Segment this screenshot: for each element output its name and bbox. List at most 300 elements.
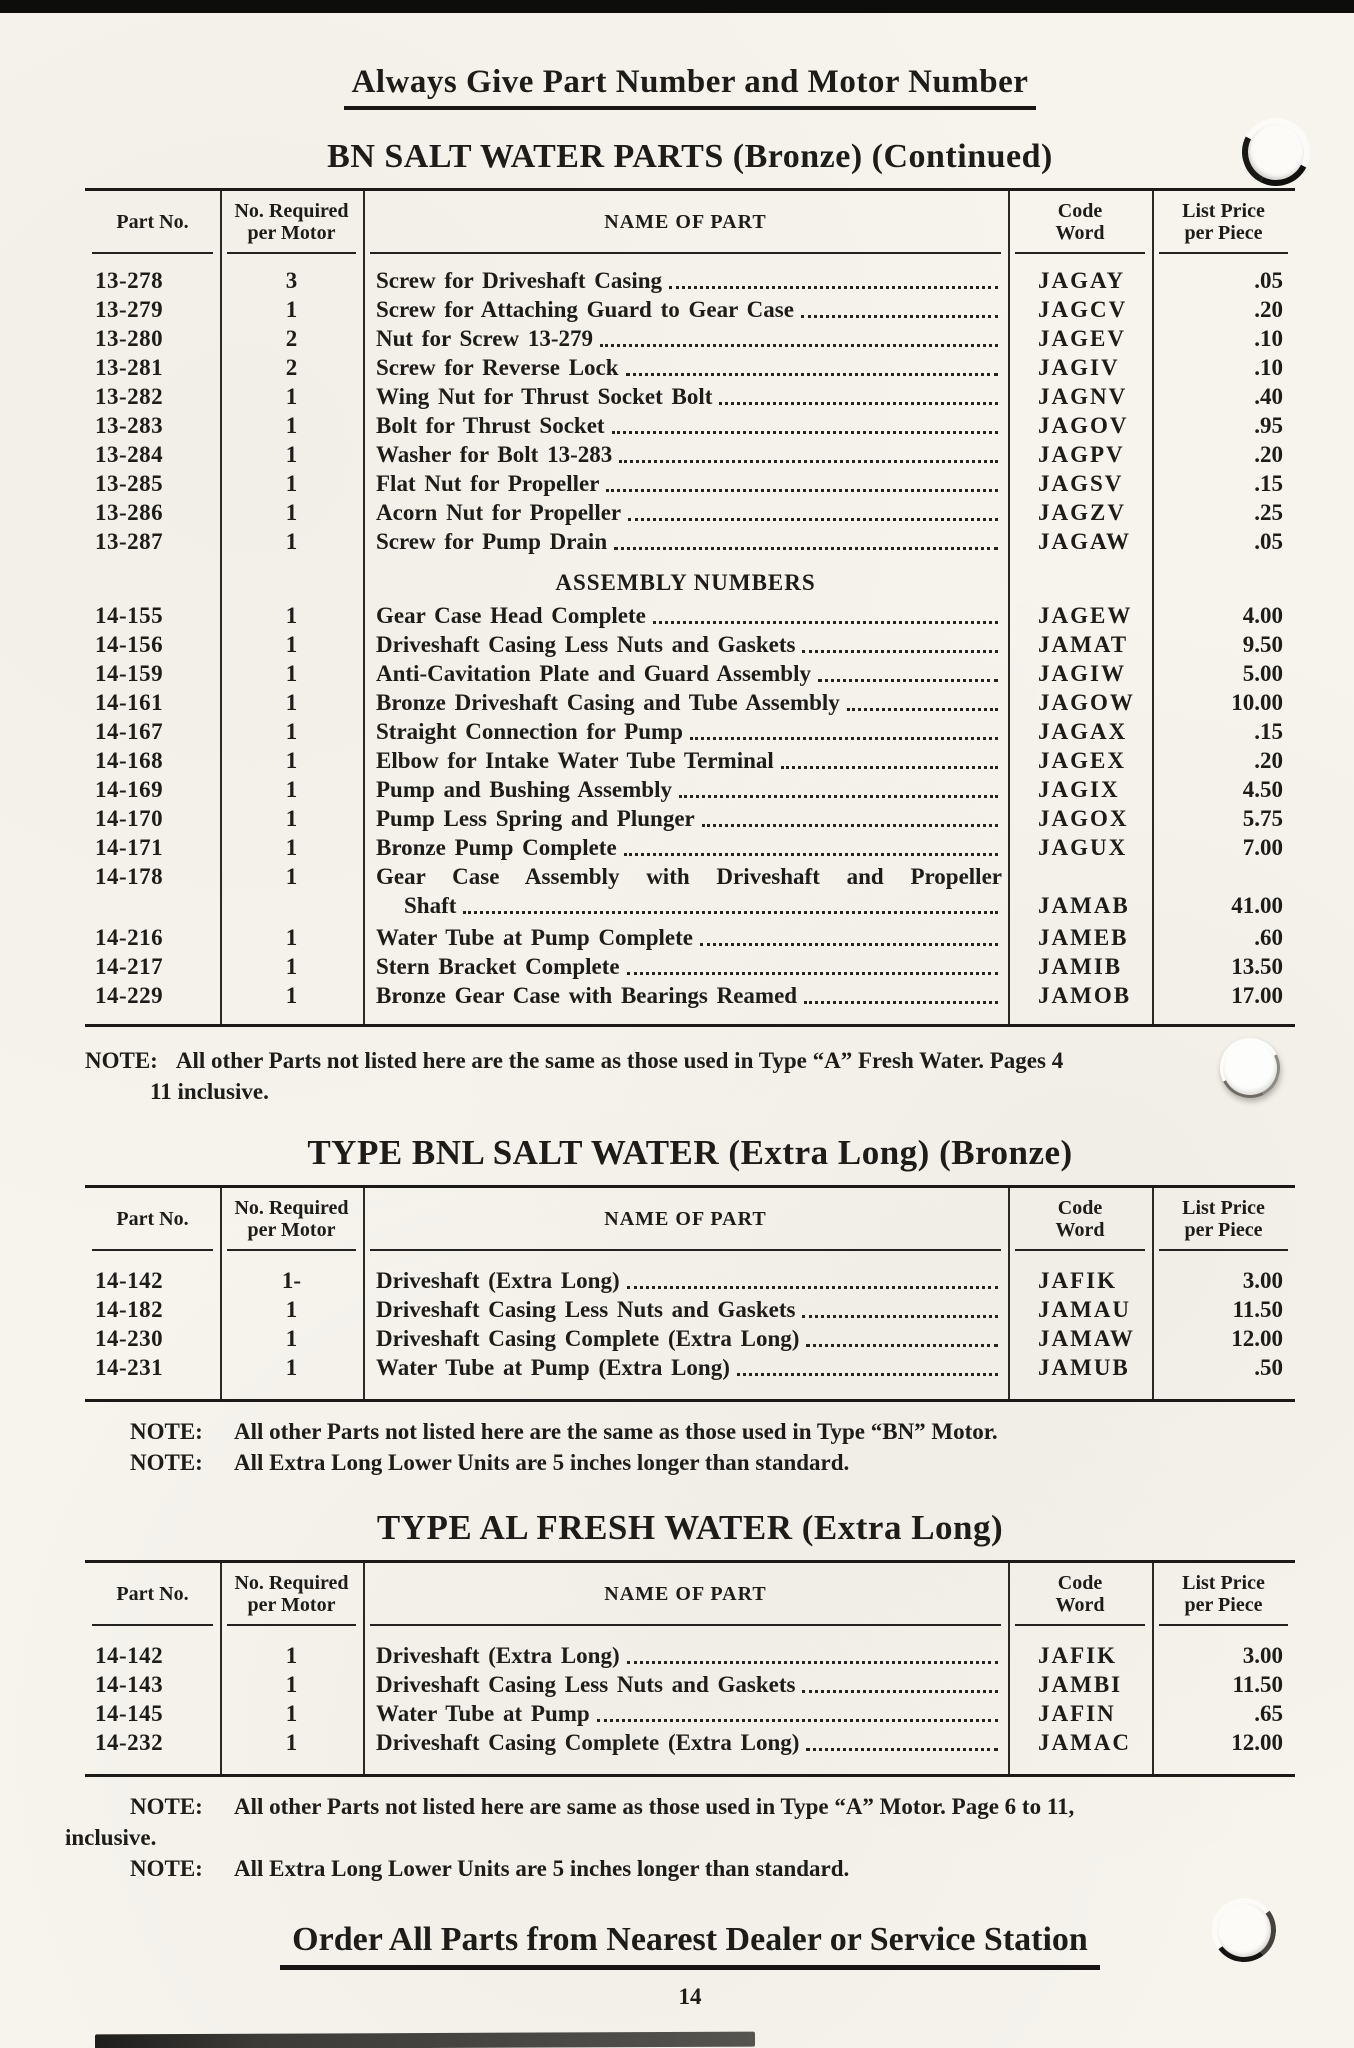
col-header-label: per Piece bbox=[1184, 1219, 1263, 1241]
qty-required: 1 bbox=[285, 413, 298, 438]
code-word: JAGOX bbox=[1038, 806, 1129, 831]
part-name: Water Tube at Pump bbox=[376, 1701, 590, 1726]
qty-required: 1 bbox=[285, 806, 298, 831]
dotted-leader bbox=[802, 1315, 998, 1318]
note-line bbox=[85, 1447, 1295, 1478]
col-header-label: NAME OF PART bbox=[604, 211, 767, 233]
dotted-leader bbox=[614, 547, 998, 550]
parts-table-bn bbox=[85, 188, 1295, 1027]
part-name: Pump and Bushing Assembly bbox=[376, 777, 672, 802]
part-number: 14-161 bbox=[95, 690, 164, 715]
note-label: NOTE: bbox=[130, 1856, 203, 1881]
assembly-numbers-heading: ASSEMBLY NUMBERS bbox=[555, 570, 816, 595]
list-price: .20 bbox=[1254, 297, 1283, 322]
dotted-leader bbox=[606, 489, 998, 492]
list-price: 12.00 bbox=[1231, 1326, 1283, 1351]
part-number: 13-287 bbox=[95, 529, 164, 554]
parts-table-bnl bbox=[85, 1185, 1295, 1402]
dotted-leader bbox=[702, 824, 998, 827]
code-word: JAMAT bbox=[1038, 632, 1129, 657]
note-bn bbox=[85, 1045, 1295, 1107]
part-name: Wing Nut for Thrust Socket Bolt bbox=[376, 384, 713, 409]
col-header-label: Part No. bbox=[116, 211, 189, 233]
qty-required: 1 bbox=[285, 777, 298, 802]
list-price: .10 bbox=[1254, 355, 1283, 380]
table-row bbox=[85, 1728, 1295, 1757]
list-price: .95 bbox=[1254, 413, 1283, 438]
code-word: JAFIK bbox=[1038, 1643, 1117, 1668]
code-word: JAMEB bbox=[1038, 925, 1129, 950]
note-line bbox=[85, 1791, 1295, 1822]
qty-required: 1 bbox=[285, 632, 298, 657]
note-text: All Extra Long Lower Units are 5 inches longer than standard. bbox=[234, 1450, 850, 1475]
part-number: 13-284 bbox=[95, 442, 164, 467]
list-price: .10 bbox=[1254, 326, 1283, 351]
dotted-leader bbox=[627, 1286, 998, 1289]
column-rule bbox=[220, 191, 222, 1024]
qty-required: 3 bbox=[285, 268, 298, 293]
part-name: Driveshaft Casing Less Nuts and Gaskets bbox=[376, 1297, 796, 1322]
footer-row bbox=[85, 1921, 1295, 1970]
code-word: JAMAB bbox=[1038, 893, 1130, 918]
col-header-part-no bbox=[85, 1563, 220, 1626]
table-row bbox=[85, 411, 1295, 440]
col-header-required bbox=[220, 191, 363, 254]
dotted-leader bbox=[804, 1001, 998, 1004]
part-name: Screw for Reverse Lock bbox=[376, 355, 619, 380]
note-text: All Extra Long Lower Units are 5 inches longer than standard. bbox=[234, 1856, 850, 1881]
list-price: 17.00 bbox=[1231, 983, 1283, 1008]
footer-slogan: Order All Parts from Nearest Dealer or Service Station bbox=[280, 1921, 1100, 1970]
list-price: .15 bbox=[1254, 719, 1283, 744]
col-header-label: List Price bbox=[1182, 1197, 1265, 1219]
table-row bbox=[85, 1353, 1295, 1382]
code-word: JAGSV bbox=[1038, 471, 1124, 496]
table-row bbox=[85, 498, 1295, 527]
dotted-leader bbox=[597, 1719, 998, 1722]
part-name: Straight Connection for Pump bbox=[376, 719, 683, 744]
qty-required: 1 bbox=[285, 1701, 298, 1726]
note-label: NOTE: bbox=[130, 1794, 203, 1819]
dotted-leader bbox=[626, 373, 998, 376]
code-word: JAGOV bbox=[1038, 413, 1129, 438]
scan-edge-bottom bbox=[95, 2032, 755, 2048]
table-row bbox=[85, 862, 1295, 891]
col-header-price bbox=[1152, 191, 1295, 254]
part-number: 14-229 bbox=[95, 983, 164, 1008]
col-header-part-no bbox=[85, 1188, 220, 1251]
code-word: JAGZV bbox=[1038, 500, 1126, 525]
part-name: Bronze Pump Complete bbox=[376, 835, 617, 860]
list-price: .20 bbox=[1254, 748, 1283, 773]
dotted-leader bbox=[818, 679, 998, 682]
qty-required: 1 bbox=[285, 925, 298, 950]
col-header-label: per Motor bbox=[247, 1594, 336, 1616]
part-number: 14-230 bbox=[95, 1326, 164, 1351]
dotted-leader bbox=[802, 650, 998, 653]
code-word: JAGIX bbox=[1038, 777, 1120, 802]
list-price: 7.00 bbox=[1242, 835, 1283, 860]
col-header-label: Part No. bbox=[116, 1583, 189, 1605]
part-name: Driveshaft Casing Less Nuts and Gaskets bbox=[376, 1672, 796, 1697]
col-header-price bbox=[1152, 1188, 1295, 1251]
part-name: Flat Nut for Propeller bbox=[376, 471, 600, 496]
dotted-leader bbox=[628, 518, 998, 521]
col-header-label: per Motor bbox=[247, 222, 336, 244]
table-row bbox=[85, 775, 1295, 804]
part-name: Screw for Pump Drain bbox=[376, 529, 608, 554]
code-word: JAGIW bbox=[1038, 661, 1126, 686]
col-header-label: Word bbox=[1055, 1594, 1105, 1616]
part-name: Driveshaft (Extra Long) bbox=[376, 1643, 620, 1668]
list-price: 13.50 bbox=[1231, 954, 1283, 979]
list-price: 11.50 bbox=[1232, 1297, 1283, 1322]
note-line bbox=[85, 1853, 1295, 1884]
list-price: 5.00 bbox=[1242, 661, 1283, 686]
qty-required: 1- bbox=[281, 1268, 302, 1293]
footer bbox=[85, 1921, 1295, 2048]
table-rows bbox=[85, 1251, 1295, 1399]
list-price: 12.00 bbox=[1231, 1730, 1283, 1755]
qty-required: 1 bbox=[285, 835, 298, 860]
col-header-label: List Price bbox=[1182, 200, 1265, 222]
table-row bbox=[85, 981, 1295, 1010]
code-word: JAGEX bbox=[1038, 748, 1126, 773]
table-header-row bbox=[85, 1563, 1295, 1626]
part-number: 14-182 bbox=[95, 1297, 164, 1322]
code-word: JAGNV bbox=[1038, 384, 1128, 409]
col-header-required bbox=[220, 1563, 363, 1626]
part-number: 14-143 bbox=[95, 1672, 164, 1697]
part-name: Driveshaft Casing Complete (Extra Long) bbox=[376, 1730, 800, 1755]
list-price: 11.50 bbox=[1232, 1672, 1283, 1697]
qty-required: 1 bbox=[285, 954, 298, 979]
col-header-label: Word bbox=[1055, 1219, 1105, 1241]
col-header-label: List Price bbox=[1182, 1572, 1265, 1594]
part-number: 14-167 bbox=[95, 719, 164, 744]
table-row bbox=[85, 1295, 1295, 1324]
col-header-name bbox=[363, 1188, 1008, 1251]
table-row bbox=[85, 923, 1295, 952]
qty-required: 1 bbox=[285, 500, 298, 525]
part-name: Bronze Driveshaft Casing and Tube Assembly bbox=[376, 690, 840, 715]
part-number: 13-280 bbox=[95, 326, 164, 351]
section-title-bnl: TYPE BNL SALT WATER (Extra Long) (Bronze) bbox=[307, 1133, 1073, 1172]
notes-al bbox=[65, 1791, 1295, 1884]
col-header-label: per Piece bbox=[1184, 1594, 1263, 1616]
note-text: All other Parts not listed here are same as those used in Type “A” Motor. Page 6 to 11, bbox=[234, 1794, 1075, 1819]
qty-required: 1 bbox=[285, 297, 298, 322]
dotted-leader bbox=[669, 286, 998, 289]
list-price: 3.00 bbox=[1242, 1268, 1283, 1293]
col-header-code bbox=[1008, 191, 1152, 254]
table-row bbox=[85, 1699, 1295, 1728]
col-header-label: per Piece bbox=[1184, 222, 1263, 244]
list-price: 3.00 bbox=[1242, 1643, 1283, 1668]
list-price: .25 bbox=[1254, 500, 1283, 525]
column-rule bbox=[363, 191, 365, 1024]
part-name: Pump Less Spring and Plunger bbox=[376, 806, 695, 831]
code-word: JAMAC bbox=[1038, 1730, 1132, 1755]
col-header-name bbox=[363, 1563, 1008, 1626]
table-row bbox=[85, 1670, 1295, 1699]
part-name: Acorn Nut for Propeller bbox=[376, 500, 622, 525]
list-price: .05 bbox=[1254, 268, 1283, 293]
table-row bbox=[85, 952, 1295, 981]
qty-required: 1 bbox=[285, 1326, 298, 1351]
list-price: .65 bbox=[1254, 1701, 1283, 1726]
list-price: .20 bbox=[1254, 442, 1283, 467]
table-row bbox=[85, 688, 1295, 717]
dotted-leader bbox=[719, 402, 998, 405]
list-price: .50 bbox=[1254, 1355, 1283, 1380]
qty-required: 1 bbox=[285, 719, 298, 744]
code-word: JAGAX bbox=[1038, 719, 1128, 744]
part-name: Washer for Bolt 13-283 bbox=[376, 442, 613, 467]
part-number: 14-170 bbox=[95, 806, 164, 831]
dotted-leader bbox=[806, 1344, 998, 1347]
part-number: 14-231 bbox=[95, 1355, 164, 1380]
qty-required: 1 bbox=[285, 1672, 298, 1697]
table-row bbox=[85, 1324, 1295, 1353]
code-word: JAMOB bbox=[1038, 983, 1132, 1008]
code-word: JAMBI bbox=[1038, 1672, 1123, 1697]
part-number: 13-281 bbox=[95, 355, 164, 380]
table-row bbox=[85, 1641, 1295, 1670]
note-line: inclusive. bbox=[65, 1825, 157, 1850]
qty-required: 1 bbox=[285, 529, 298, 554]
table-row bbox=[85, 527, 1295, 556]
list-price: .05 bbox=[1254, 529, 1283, 554]
part-number: 13-286 bbox=[95, 500, 164, 525]
qty-required: 1 bbox=[285, 471, 298, 496]
part-name: Water Tube at Pump Complete bbox=[376, 925, 693, 950]
part-number: 14-178 bbox=[95, 864, 164, 889]
table-row bbox=[85, 746, 1295, 775]
table-row bbox=[85, 717, 1295, 746]
qty-required: 1 bbox=[285, 1355, 298, 1380]
part-number: 14-142 bbox=[95, 1643, 164, 1668]
part-number: 14-156 bbox=[95, 632, 164, 657]
part-name: Stern Bracket Complete bbox=[376, 954, 620, 979]
qty-required: 1 bbox=[285, 384, 298, 409]
code-word: JAGPV bbox=[1038, 442, 1125, 467]
table-rows bbox=[85, 254, 1295, 1024]
part-number: 14-159 bbox=[95, 661, 164, 686]
qty-required: 1 bbox=[285, 1297, 298, 1322]
dotted-leader bbox=[847, 708, 998, 711]
col-header-name bbox=[363, 191, 1008, 254]
notes-bnl bbox=[85, 1416, 1295, 1478]
part-name: Anti-Cavitation Plate and Guard Assembly bbox=[376, 661, 811, 686]
col-header-label: No. Required bbox=[234, 1572, 349, 1594]
qty-required: 2 bbox=[285, 326, 298, 351]
part-name: Elbow for Intake Water Tube Terminal bbox=[376, 748, 774, 773]
note-text: All other Parts not listed here are the same as those used in Type “BN” Motor. bbox=[234, 1419, 998, 1444]
col-header-label: Word bbox=[1055, 222, 1105, 244]
table-row bbox=[85, 353, 1295, 382]
list-price: .60 bbox=[1254, 925, 1283, 950]
col-header-label: Part No. bbox=[116, 1208, 189, 1230]
list-price: 4.50 bbox=[1242, 777, 1283, 802]
part-name: Driveshaft (Extra Long) bbox=[376, 1268, 620, 1293]
qty-required: 1 bbox=[285, 864, 298, 889]
table-row bbox=[85, 891, 1295, 923]
part-number: 14-142 bbox=[95, 1268, 164, 1293]
part-name: Driveshaft Casing Less Nuts and Gaskets bbox=[376, 632, 796, 657]
code-word: JAGEV bbox=[1038, 326, 1126, 351]
table-header-row bbox=[85, 1188, 1295, 1251]
code-word: JAGUX bbox=[1038, 835, 1128, 860]
dotted-leader bbox=[690, 737, 998, 740]
table-row bbox=[85, 266, 1295, 295]
dotted-leader bbox=[627, 1661, 998, 1664]
note-text: All other Parts not listed here are the same as those used in Type “A” Fresh Water. Pages 4 bbox=[175, 1048, 1064, 1073]
slogan-row bbox=[85, 64, 1295, 110]
dotted-leader bbox=[627, 972, 998, 975]
note-line: 11 inclusive. bbox=[150, 1079, 269, 1104]
code-word: JAMUB bbox=[1038, 1355, 1130, 1380]
code-word: JAMAW bbox=[1038, 1326, 1135, 1351]
col-header-label: No. Required bbox=[234, 1197, 349, 1219]
parts-table-al bbox=[85, 1560, 1295, 1777]
col-header-label: NAME OF PART bbox=[604, 1208, 767, 1230]
col-header-label: Code bbox=[1057, 1197, 1103, 1219]
part-number: 14-232 bbox=[95, 1730, 164, 1755]
col-header-code bbox=[1008, 1563, 1152, 1626]
part-number: 14-216 bbox=[95, 925, 164, 950]
code-word: JAGAY bbox=[1038, 268, 1126, 293]
list-price: 5.75 bbox=[1242, 806, 1283, 831]
part-number: 14-168 bbox=[95, 748, 164, 773]
table-row bbox=[85, 804, 1295, 833]
col-header-part-no bbox=[85, 191, 220, 254]
list-price: 10.00 bbox=[1231, 690, 1283, 715]
col-header-label: NAME OF PART bbox=[604, 1583, 767, 1605]
code-word: JAGCV bbox=[1038, 297, 1128, 322]
col-header-required bbox=[220, 1188, 363, 1251]
list-price: .40 bbox=[1254, 384, 1283, 409]
table-row bbox=[85, 1266, 1295, 1295]
code-word: JAFIN bbox=[1038, 1701, 1116, 1726]
page-number: 14 bbox=[678, 1984, 702, 2009]
column-rule bbox=[1008, 191, 1010, 1024]
dotted-leader bbox=[781, 766, 998, 769]
column-rule bbox=[1152, 191, 1154, 1024]
part-number: 13-278 bbox=[95, 268, 164, 293]
part-number: 13-283 bbox=[95, 413, 164, 438]
dotted-leader bbox=[600, 344, 998, 347]
section-title-bn: BN SALT WATER PARTS (Bronze) (Continued) bbox=[327, 138, 1053, 175]
qty-required: 1 bbox=[285, 603, 298, 628]
qty-required: 1 bbox=[285, 442, 298, 467]
qty-required: 1 bbox=[285, 748, 298, 773]
part-name-continued: Shaft bbox=[404, 893, 457, 918]
part-name: Driveshaft Casing Complete (Extra Long) bbox=[376, 1326, 800, 1351]
part-number: 14-171 bbox=[95, 835, 164, 860]
table-row bbox=[85, 659, 1295, 688]
table-row bbox=[85, 469, 1295, 498]
table-rows bbox=[85, 1626, 1295, 1774]
col-header-code bbox=[1008, 1188, 1152, 1251]
part-name: Nut for Screw 13-279 bbox=[376, 326, 594, 351]
dotted-leader bbox=[801, 315, 998, 318]
col-header-price bbox=[1152, 1563, 1295, 1626]
col-header-label: Code bbox=[1057, 1572, 1103, 1594]
part-number: 13-285 bbox=[95, 471, 164, 496]
dotted-leader bbox=[806, 1748, 998, 1751]
list-price: 41.00 bbox=[1231, 893, 1283, 918]
list-price: 9.50 bbox=[1242, 632, 1283, 657]
qty-required: 1 bbox=[285, 1643, 298, 1668]
table-row bbox=[85, 630, 1295, 659]
note-label: NOTE: bbox=[130, 1419, 203, 1444]
dotted-leader bbox=[612, 431, 998, 434]
table-row bbox=[85, 833, 1295, 862]
table-row bbox=[85, 295, 1295, 324]
qty-required: 1 bbox=[285, 690, 298, 715]
list-price: 4.00 bbox=[1242, 603, 1283, 628]
col-header-label: No. Required bbox=[234, 200, 349, 222]
dotted-leader bbox=[679, 795, 998, 798]
qty-required: 1 bbox=[285, 661, 298, 686]
dotted-leader bbox=[624, 853, 998, 856]
part-number: 14-169 bbox=[95, 777, 164, 802]
qty-required: 2 bbox=[285, 355, 298, 380]
code-word: JAMIB bbox=[1038, 954, 1123, 979]
part-name: Bolt for Thrust Socket bbox=[376, 413, 605, 438]
dotted-leader bbox=[653, 621, 998, 624]
dotted-leader bbox=[700, 943, 998, 946]
note-line bbox=[85, 1416, 1295, 1447]
table-row bbox=[85, 601, 1295, 630]
dotted-leader bbox=[463, 911, 998, 914]
code-word: JAGEW bbox=[1038, 603, 1133, 628]
table-row bbox=[85, 382, 1295, 411]
list-price: .15 bbox=[1254, 471, 1283, 496]
part-name: Screw for Driveshaft Casing bbox=[376, 268, 663, 293]
page-slogan: Always Give Part Number and Motor Number bbox=[344, 64, 1037, 110]
code-word: JAFIK bbox=[1038, 1268, 1117, 1293]
note-line bbox=[85, 1045, 1295, 1076]
note-label: NOTE: bbox=[130, 1450, 203, 1475]
table-subheading-row bbox=[85, 568, 1295, 597]
table-row bbox=[85, 440, 1295, 469]
scan-edge-top bbox=[0, 0, 1354, 13]
part-name: Gear Case Assembly with Driveshaft and Propeller bbox=[376, 864, 1002, 889]
col-header-label: Code bbox=[1057, 200, 1103, 222]
part-name: Screw for Attaching Guard to Gear Case bbox=[376, 297, 794, 322]
code-word: JAGOW bbox=[1038, 690, 1135, 715]
part-name: Water Tube at Pump (Extra Long) bbox=[376, 1355, 730, 1380]
qty-required: 1 bbox=[285, 983, 298, 1008]
part-number: 13-282 bbox=[95, 384, 164, 409]
section-title-al: TYPE AL FRESH WATER (Extra Long) bbox=[376, 1508, 1004, 1547]
dotted-leader bbox=[619, 460, 998, 463]
table-header-row bbox=[85, 191, 1295, 254]
part-number: 13-279 bbox=[95, 297, 164, 322]
note-label: NOTE: bbox=[85, 1048, 158, 1073]
part-number: 14-155 bbox=[95, 603, 164, 628]
part-number: 14-217 bbox=[95, 954, 164, 979]
table-row bbox=[85, 324, 1295, 353]
code-word: JAMAU bbox=[1038, 1297, 1132, 1322]
code-word: JAGAW bbox=[1038, 529, 1132, 554]
qty-required: 1 bbox=[285, 1730, 298, 1755]
dotted-leader bbox=[802, 1690, 998, 1693]
col-header-label: per Motor bbox=[247, 1219, 336, 1241]
dotted-leader bbox=[737, 1373, 998, 1376]
